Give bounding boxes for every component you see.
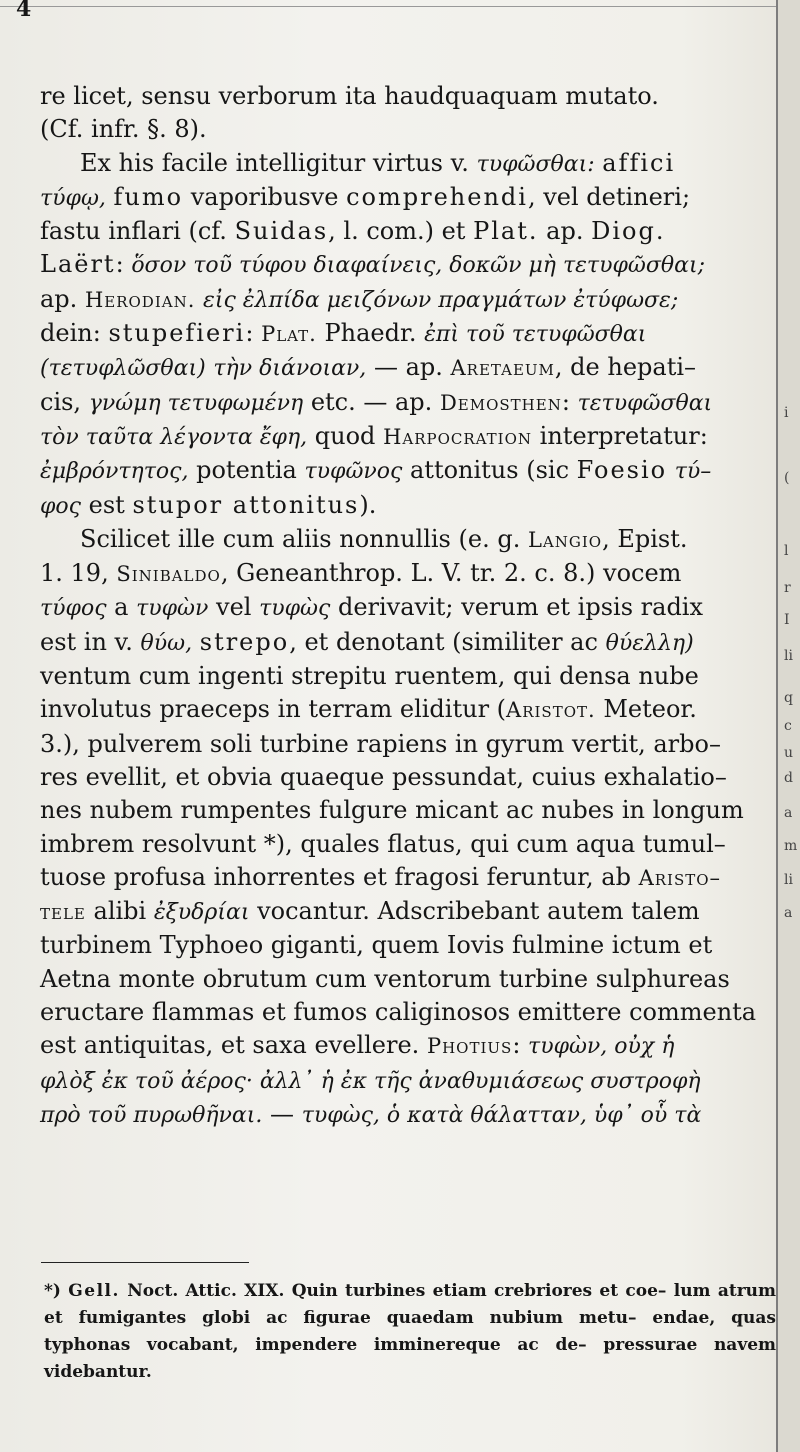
footnote-text: pressurae navem videbantur.	[44, 1335, 776, 1382]
main-text	[40, 80, 780, 1132]
text-line: ventum cum ingenti strepitu ruentem, qui densa nube	[40, 662, 699, 691]
text-line: (Cf. infr. §. 8).	[40, 115, 207, 144]
margin-letter: (	[784, 470, 790, 486]
footnote-rule	[41, 1262, 249, 1263]
margin-letter: I	[784, 612, 790, 628]
text-line: res evellit, et obvia quaeque pessundat, cuius exhalatio–	[40, 762, 727, 791]
text-line: cis, γνώμη τετυφωμένη etc. — ap. Demosthen: τετυφῶσθαι	[40, 387, 713, 416]
text-line: tele alibi ἐξυδρίαι vocantur. Adscribebant autem talem	[40, 897, 700, 926]
text-line: tuose profusa inhorrentes et fragosi feruntur, ab Aristo–	[40, 862, 722, 891]
text-line: ap. Herodian. εἰς ἐλπίδα μειζόνων πραγμάτων ἐτύφωσε;	[40, 284, 679, 313]
margin-letter: li	[784, 872, 793, 888]
text-line: τύφος a τυφὼν vel τυφὼς derivavit; verum et ipsis radix	[40, 593, 704, 622]
text-line: nes nubem rumpentes fulgure micant ac nubes in longum	[40, 796, 744, 825]
margin-letter: a	[784, 805, 793, 821]
margin-letter: a	[784, 905, 793, 921]
text-line: Scilicet ille cum aliis nonnullis (e. g. Langio, Epist.	[80, 524, 688, 553]
margin-letter: li	[784, 648, 793, 664]
top-rule	[0, 6, 800, 7]
text-line: fastu inflari (cf. Suidas, l. com.) et Plat. ap. Diog.	[40, 217, 666, 246]
footnote	[44, 1278, 776, 1386]
page-number: 4	[16, 0, 32, 22]
text-line: Aetna monte obrutum cum ventorum turbine sulphureas	[40, 964, 730, 993]
margin-letter: l	[784, 543, 789, 559]
text-line: 1. 19, Sinibaldo, Geneanthrop. L. V. tr. 2. c. 8.) vocem	[40, 559, 682, 588]
footnote-mark: *)	[44, 1281, 61, 1301]
text-line: est in v. θύω, strepo, et denotant (similiter ac θύελλη)	[40, 627, 694, 656]
margin-letter: i	[784, 405, 789, 421]
margin-letter: q	[784, 690, 793, 706]
text-line: (τετυφλῶσθαι) τὴν διάνοιαν, — ap. Aretaeum, de hepati–	[40, 353, 697, 382]
text-line: imbrem resolvunt *), quales flatus, qui cum aqua tumul–	[40, 829, 726, 858]
text-line: eructare flammas et fumos caliginosos emittere commenta	[40, 998, 757, 1027]
text-line: involutus praeceps in terram eliditur (Aristot. Meteor.	[40, 695, 697, 724]
margin-letter: m	[784, 838, 798, 854]
text-line: turbinem Typhoeo giganti, quem Iovis fulmine ictum et	[40, 931, 713, 960]
margin-letter: d	[784, 770, 793, 786]
text-line: dein: stupefieri: Plat. Phaedr. ἐπὶ τοῦ τετυφῶσθαι	[40, 319, 647, 348]
text-line: τύφῳ, fumo vaporibusve comprehendi, vel detineri;	[40, 182, 691, 211]
text-line: 3.), pulverem soli turbine rapiens in gyrum vertit, arbo–	[40, 729, 721, 758]
text-line: πρὸ τοῦ πυρωθῆναι. — τυφὼς, ὁ κατὰ θάλατταν, ὑφ᾽ οὗ τὰ	[40, 1099, 702, 1128]
text-line: ἐμβρόντητος, potentia τυφῶνος attonitus (sic Foesio τύ–	[40, 456, 712, 485]
footnote-text: Quin turbines etiam crebriores et coe–	[291, 1281, 667, 1301]
margin-letter: u	[784, 745, 794, 761]
text-line: φλὸξ ἐκ τοῦ ἀέρος· ἀλλ᾽ ἡ ἐκ τῆς ἀναθυμιάσεως συστροφὴ	[40, 1068, 701, 1094]
footnote-text: lum atrum et fumigantes globi ac figurae quaedam nubium metu–	[44, 1281, 777, 1328]
margin-letter: r	[784, 580, 791, 596]
footnote-ref: Noct. Attic. XIX.	[127, 1281, 285, 1301]
text-line: re licet, sensu verborum ita haudquaquam mutato.	[40, 82, 659, 110]
text-line: Ex his facile intelligitur virtus v. τυφῶσθαι: affici	[80, 148, 676, 177]
margin-letter: c	[784, 718, 792, 734]
text-line: est antiquitas, et saxa evellere. Photius: τυφὼν, οὐχ ἡ	[40, 1031, 675, 1060]
footnote-text: endae, quas typhonas vocabant, impendere imminereque ac de–	[44, 1308, 776, 1355]
text-line: τὸν ταῦτα λέγοντα ἔφη, quod Harpocration interpretatur:	[40, 421, 708, 450]
text-line: Laërt: ὅσον τοῦ τύφου διαφαίνεις, δοκῶν μὴ τετυφῶσθαι;	[40, 250, 705, 279]
footnote-source: Gell.	[68, 1281, 120, 1301]
text-line: φος est stupor attonitus).	[40, 490, 377, 519]
